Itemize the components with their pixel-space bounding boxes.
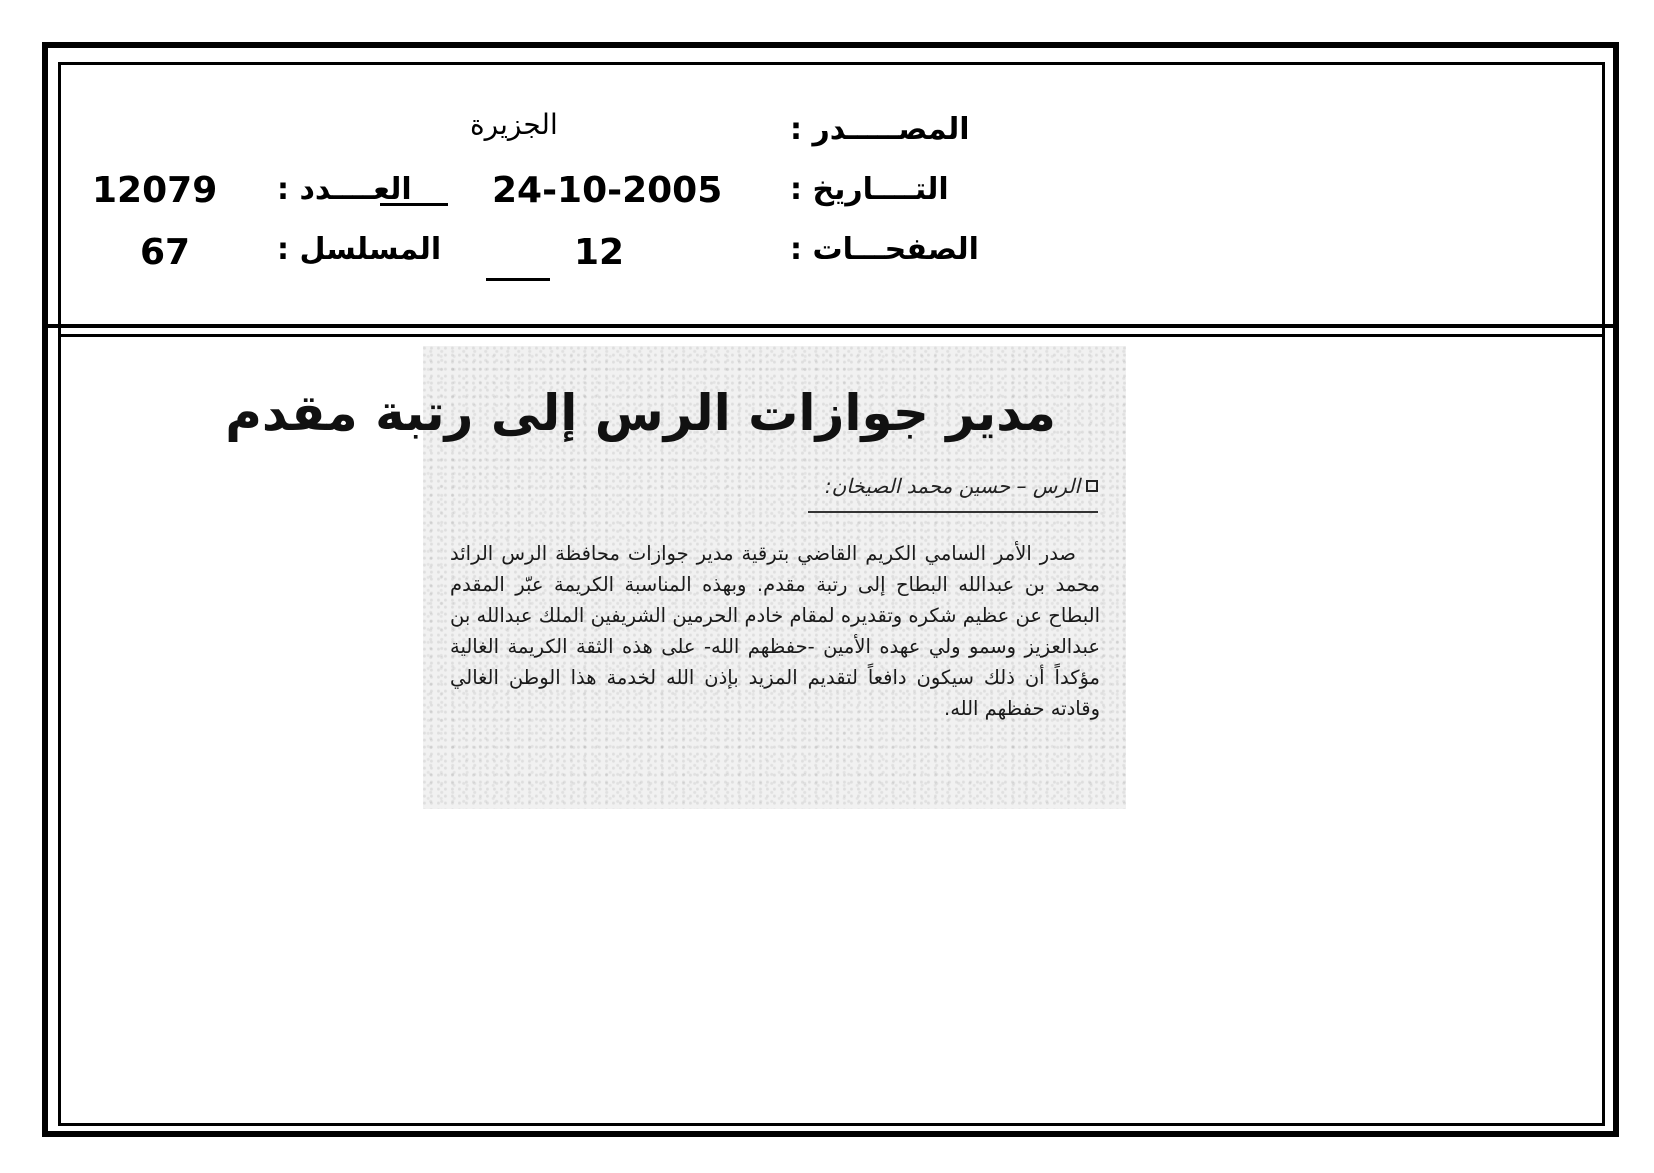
pages-value: 12 [574, 232, 625, 273]
issue-value: 12079 [92, 170, 218, 211]
article-title: مدير جوازات الرس إلى رتبة مقدم [225, 384, 1056, 442]
newspaper-clipping [225, 346, 1126, 809]
byline-rule [808, 511, 1098, 513]
byline-text: الرس – حسين محمد الصيخان: [824, 474, 1080, 498]
serial-value: 67 [140, 232, 191, 273]
header-divider-inner [58, 334, 1605, 337]
source-value: الجزيرة [470, 108, 558, 141]
issue-label: العــــدد : [277, 172, 412, 207]
source-label: المصـــــدر : [790, 112, 970, 147]
pages-underline [486, 278, 550, 281]
date-label: التــــاريخ : [790, 172, 949, 207]
article-body: صدر الأمر السامي الكريم القاضي بترقية مدير جوازات محافظة الرس الرائد محمد بن عبدالله البطاح إلى رتبة مقدم. وبهذه المناسبة الكريمة عبّر المقدم البطاح عن عظيم شكره وتقديره لمقام خادم الحرمين الشريفين الملك عبدالله بن عبدالعزيز وسمو ولي عهده الأمين -حفظهم الله- على هذه الثقة الكريمة الغالية مؤكداً أن ذلك سيكون دافعاً لتقديم المزيد بإذن الله لخدمة هذا الوطن الغالي وقادته حفظهم الله. [450, 542, 1100, 720]
issue-underline [380, 203, 448, 206]
header-divider [48, 324, 1613, 328]
date-value: 24-10-2005 [492, 170, 723, 211]
pages-label: الصفحـــات : [790, 232, 979, 267]
article-byline [825, 474, 1098, 498]
serial-label: المسلسل : [277, 232, 442, 267]
square-icon [1086, 480, 1098, 492]
